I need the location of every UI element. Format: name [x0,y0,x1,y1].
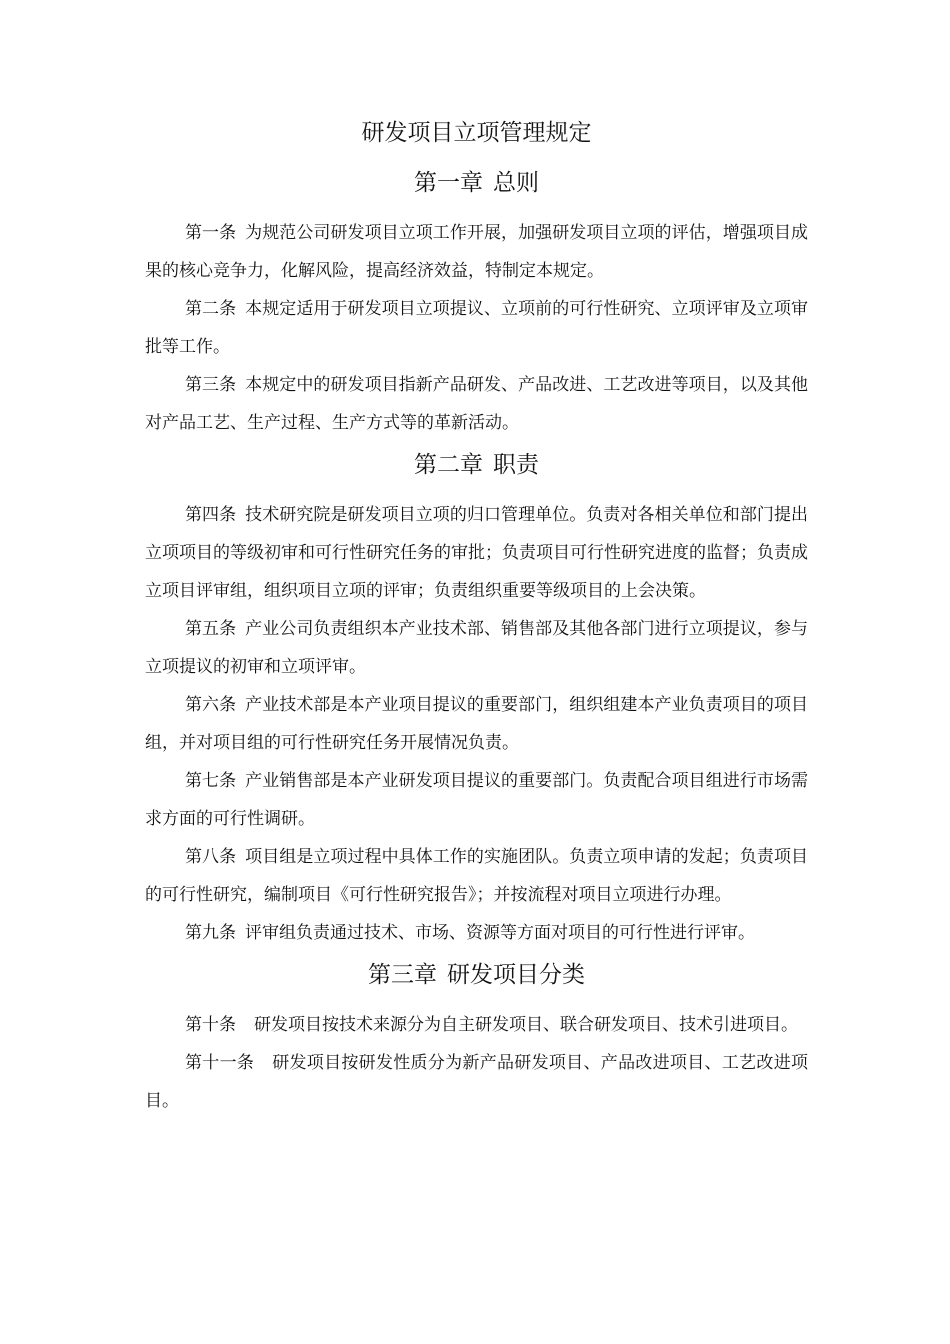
article [145,610,808,686]
article [145,496,808,610]
article-text: 技术研究院是研发项目立项的归口管理单位。负责对各相关单位和部门提出立项项目的等级初审和可行性研究任务的审批；负责项目可行性研究进度的监督；负责成立项目评审组，组织项目立项的评审；负责组织重要等级项目的上会决策。 [145,505,808,601]
chapter-section [145,162,808,442]
chapter-heading [145,954,808,996]
article-text: 本规定适用于研发项目立项提议、立项前的可行性研究、立项评审及立项审批等工作。 [145,299,808,357]
chapter-title: 职责 [493,452,539,478]
article-text: 产业技术部是本产业项目提议的重要部门，组织组建本产业负责项目的项目组，并对项目组的可行性研究任务开展情况负责。 [145,695,808,753]
article-number: 第六条 [185,695,237,715]
chapter-heading [145,444,808,486]
article-number: 第九条 [185,923,236,943]
article-number: 第八条 [185,847,237,867]
article [145,762,808,838]
article [145,838,808,914]
document-title: 研发项目立项管理规定 [361,120,592,146]
article [145,1044,808,1120]
chapter-heading [145,162,808,204]
article [145,686,808,762]
chapter-number: 第二章 [414,452,483,478]
article-text: 产业公司负责组织本产业技术部、销售部及其他各部门进行立项提议，参与立项提议的初审和立项评审。 [145,619,808,677]
article [145,214,808,290]
article-text: 项目组是立项过程中具体工作的实施团队。负责立项申请的发起；负责项目的可行性研究，编制项目《可行性研究报告》；并按流程对项目立项进行办理。 [145,847,808,905]
article-number: 第四条 [185,505,237,525]
article-text: 评审组负责通过技术、市场、资源等方面对项目的可行性进行评审。 [245,923,755,943]
document-page [145,112,808,1122]
article-number: 第二条 [185,299,237,319]
article-number: 第七条 [185,771,237,791]
chapter-section [145,444,808,952]
chapter-title: 研发项目分类 [447,962,585,988]
chapter-number: 第一章 [414,170,483,196]
article-text: 研发项目按技术来源分为自主研发项目、联合研发项目、技术引进项目。 [254,1015,798,1035]
article-text: 为规范公司研发项目立项工作开展，加强研发项目立项的评估，增强项目成果的核心竞争力，化解风险，提高经济效益，特制定本规定。 [145,223,808,281]
chapter-section [145,954,808,1120]
article-number: 第十一条 [185,1053,255,1073]
article-text: 研发项目按研发性质分为新产品研发项目、产品改进项目、工艺改进项目。 [145,1053,809,1111]
chapter-number: 第三章 [368,962,437,988]
article [145,366,808,442]
chapter-title: 总则 [493,170,539,196]
article [145,914,808,952]
article-number: 第三条 [185,375,237,395]
article-text: 产业销售部是本产业研发项目提议的重要部门。负责配合项目组进行市场需求方面的可行性调研。 [145,771,808,829]
article-number: 第五条 [185,619,237,639]
article-number: 第十条 [185,1015,236,1035]
article-text: 本规定中的研发项目指新产品研发、产品改进、工艺改进等项目，以及其他对产品工艺、生产过程、生产方式等的革新活动。 [145,375,808,433]
article-number: 第一条 [185,223,237,243]
article [145,290,808,366]
article [145,1006,808,1044]
